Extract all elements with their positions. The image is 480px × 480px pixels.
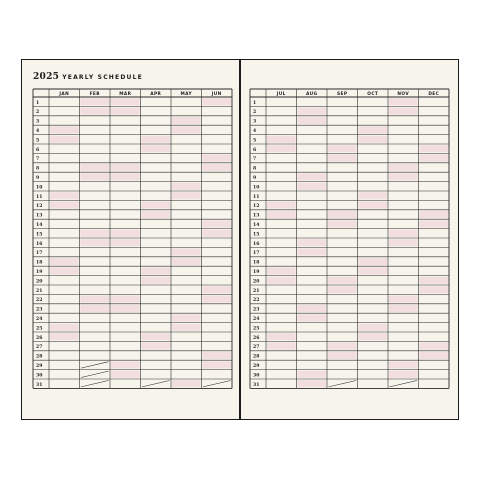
day-number: 25 xyxy=(36,326,43,332)
day-number: 12 xyxy=(36,204,43,210)
weekend-cell xyxy=(81,98,110,105)
weekend-cell xyxy=(50,267,79,274)
weekend-cell xyxy=(359,258,388,265)
weekend-cell xyxy=(81,230,110,237)
day-number: 12 xyxy=(253,204,260,210)
day-number: 14 xyxy=(253,223,260,228)
weekend-cell xyxy=(420,352,449,359)
weekend-cell xyxy=(203,230,232,237)
day-number: 29 xyxy=(253,364,260,369)
weekend-cell xyxy=(172,249,201,256)
weekend-cell xyxy=(203,286,232,293)
weekend-cell xyxy=(359,324,388,331)
day-number: 21 xyxy=(253,288,260,294)
weekend-cell xyxy=(298,108,327,115)
day-number: 30 xyxy=(253,373,260,379)
day-number: 8 xyxy=(36,166,40,172)
weekend-cell xyxy=(50,333,79,340)
weekend-cell xyxy=(172,258,201,265)
day-number: 7 xyxy=(253,157,257,163)
weekend-cell xyxy=(298,117,327,124)
weekend-cell xyxy=(389,296,418,303)
weekend-cell xyxy=(50,202,79,209)
month-label: AUG xyxy=(306,92,318,97)
day-number: 14 xyxy=(36,223,43,228)
day-number: 1 xyxy=(253,100,257,106)
weekend-cell xyxy=(389,164,418,171)
weekend-cell xyxy=(267,136,296,143)
invalid-day-slash xyxy=(81,371,109,377)
day-number: 24 xyxy=(253,317,260,322)
weekend-cell xyxy=(142,136,171,143)
month-label: JUL xyxy=(276,92,286,97)
weekend-cell xyxy=(389,239,418,246)
day-number: 31 xyxy=(253,382,260,388)
weekend-cell xyxy=(328,352,357,359)
month-label: MAY xyxy=(180,92,193,97)
day-number: 22 xyxy=(253,298,260,304)
weekend-cell xyxy=(298,314,327,321)
day-number: 16 xyxy=(36,241,43,247)
weekend-cell xyxy=(142,343,171,350)
weekend-cell xyxy=(267,277,296,284)
weekend-cell xyxy=(389,173,418,180)
day-number: 18 xyxy=(36,260,43,266)
weekend-cell xyxy=(203,352,232,359)
day-number: 31 xyxy=(36,382,43,388)
weekend-cell xyxy=(267,211,296,218)
day-number: 20 xyxy=(36,279,43,285)
weekend-cell xyxy=(81,108,110,115)
weekend-cell xyxy=(328,220,357,227)
weekend-cell xyxy=(142,202,171,209)
weekend-cell xyxy=(359,333,388,340)
day-number: 25 xyxy=(253,326,260,332)
day-number: 8 xyxy=(253,166,257,172)
weekend-cell xyxy=(298,371,327,378)
day-number: 5 xyxy=(36,138,40,144)
invalid-day-slash xyxy=(81,381,109,387)
day-number: 28 xyxy=(36,354,43,360)
day-number: 9 xyxy=(253,176,257,181)
day-number: 15 xyxy=(253,232,260,238)
weekend-cell xyxy=(359,136,388,143)
weekend-cell xyxy=(81,173,110,180)
weekend-cell xyxy=(111,361,140,368)
day-number: 17 xyxy=(36,251,43,257)
weekend-cell xyxy=(359,202,388,209)
day-number: 20 xyxy=(253,279,260,285)
weekend-cell xyxy=(420,286,449,293)
weekend-cell xyxy=(142,211,171,218)
title-label: YEARLY SCHEDULE xyxy=(62,74,143,81)
weekend-cell xyxy=(389,230,418,237)
weekend-cell xyxy=(50,324,79,331)
day-number: 29 xyxy=(36,364,43,369)
weekend-cell xyxy=(111,296,140,303)
day-number: 3 xyxy=(36,119,40,125)
month-label: NOV xyxy=(397,92,410,97)
day-number: 19 xyxy=(253,270,260,275)
day-number: 23 xyxy=(36,307,43,313)
day-number: 4 xyxy=(36,129,40,134)
month-label: OCT xyxy=(367,92,379,97)
weekend-cell xyxy=(203,98,232,105)
day-number: 6 xyxy=(36,147,40,153)
weekend-cell xyxy=(50,136,79,143)
weekend-cell xyxy=(328,343,357,350)
planner-spread xyxy=(21,59,459,420)
weekend-cell xyxy=(267,202,296,209)
weekend-cell xyxy=(267,145,296,152)
invalid-day-slash xyxy=(81,362,109,368)
right-page xyxy=(241,60,458,419)
weekend-cell xyxy=(420,277,449,284)
day-number: 18 xyxy=(253,260,260,266)
weekend-cell xyxy=(420,343,449,350)
weekend-cell xyxy=(111,371,140,378)
weekend-cell xyxy=(172,324,201,331)
day-number: 11 xyxy=(36,194,43,200)
weekend-cell xyxy=(203,361,232,368)
weekend-cell xyxy=(50,258,79,265)
weekend-cell xyxy=(420,220,449,227)
weekend-cell xyxy=(420,211,449,218)
weekend-cell xyxy=(81,305,110,312)
weekend-cell xyxy=(172,117,201,124)
day-number: 22 xyxy=(36,298,43,304)
month-label: APR xyxy=(150,92,162,97)
weekend-cell xyxy=(298,249,327,256)
weekend-cell xyxy=(328,277,357,284)
month-label: SEP xyxy=(337,92,348,97)
weekend-cell xyxy=(172,192,201,199)
left-schedule-grid xyxy=(22,60,239,419)
left-page xyxy=(22,60,239,419)
weekend-cell xyxy=(142,145,171,152)
right-schedule-grid xyxy=(241,60,458,419)
weekend-cell xyxy=(298,183,327,190)
month-label: DEC xyxy=(428,92,440,97)
weekend-cell xyxy=(328,155,357,162)
weekend-cell xyxy=(267,333,296,340)
weekend-cell xyxy=(111,108,140,115)
weekend-cell xyxy=(267,343,296,350)
weekend-cell xyxy=(50,126,79,133)
weekend-cell xyxy=(81,164,110,171)
day-number: 6 xyxy=(253,147,257,153)
weekend-cell xyxy=(172,126,201,133)
weekend-cell xyxy=(111,305,140,312)
weekend-cell xyxy=(389,305,418,312)
day-number: 24 xyxy=(36,317,43,322)
day-number: 4 xyxy=(253,129,257,134)
month-label: FEB xyxy=(89,92,100,97)
day-number: 5 xyxy=(253,138,257,144)
day-number: 26 xyxy=(36,335,43,341)
invalid-day-slash xyxy=(390,381,418,387)
weekend-cell xyxy=(203,220,232,227)
weekend-cell xyxy=(389,361,418,368)
invalid-day-slash xyxy=(329,381,357,387)
day-number: 11 xyxy=(253,194,260,200)
day-number: 28 xyxy=(253,354,260,360)
day-number: 15 xyxy=(36,232,43,238)
day-number: 7 xyxy=(36,157,40,163)
day-number: 13 xyxy=(253,213,260,219)
weekend-cell xyxy=(203,155,232,162)
weekend-cell xyxy=(420,155,449,162)
day-number: 1 xyxy=(36,100,40,106)
weekend-cell xyxy=(267,267,296,274)
weekend-cell xyxy=(111,173,140,180)
day-number: 19 xyxy=(36,270,43,275)
weekend-cell xyxy=(359,126,388,133)
day-number: 2 xyxy=(253,110,257,116)
weekend-cell xyxy=(142,277,171,284)
weekend-cell xyxy=(142,267,171,274)
weekend-cell xyxy=(359,267,388,274)
weekend-cell xyxy=(389,108,418,115)
weekend-cell xyxy=(328,286,357,293)
weekend-cell xyxy=(298,380,327,387)
day-number: 27 xyxy=(253,345,260,351)
day-number: 23 xyxy=(253,307,260,313)
weekend-cell xyxy=(389,371,418,378)
weekend-cell xyxy=(203,296,232,303)
weekend-cell xyxy=(172,314,201,321)
weekend-cell xyxy=(328,145,357,152)
weekend-cell xyxy=(172,183,201,190)
weekend-cell xyxy=(111,230,140,237)
weekend-cell xyxy=(298,173,327,180)
weekend-cell xyxy=(172,380,201,387)
day-number: 2 xyxy=(36,110,40,116)
weekend-cell xyxy=(328,211,357,218)
day-number: 17 xyxy=(253,251,260,257)
weekend-cell xyxy=(81,296,110,303)
weekend-cell xyxy=(298,305,327,312)
day-number: 27 xyxy=(36,345,43,351)
weekend-cell xyxy=(420,145,449,152)
month-label: MAR xyxy=(119,92,132,97)
invalid-day-slash xyxy=(142,381,170,387)
weekend-cell xyxy=(111,239,140,246)
day-number: 9 xyxy=(36,176,40,181)
day-number: 21 xyxy=(36,288,43,294)
year-label: 2025 xyxy=(33,72,60,82)
month-label: JUN xyxy=(211,92,222,97)
day-number: 13 xyxy=(36,213,43,219)
weekend-cell xyxy=(298,239,327,246)
weekend-cell xyxy=(359,192,388,199)
day-number: 3 xyxy=(253,119,257,125)
day-number: 10 xyxy=(36,185,43,191)
month-label: JAN xyxy=(59,92,70,97)
weekend-cell xyxy=(111,164,140,171)
day-number: 30 xyxy=(36,373,43,379)
day-number: 10 xyxy=(253,185,260,191)
day-number: 16 xyxy=(253,241,260,247)
weekend-cell xyxy=(389,98,418,105)
invalid-day-slash xyxy=(203,381,231,387)
weekend-cell xyxy=(50,192,79,199)
day-number: 26 xyxy=(253,335,260,341)
weekend-cell xyxy=(81,239,110,246)
weekend-cell xyxy=(203,164,232,171)
weekend-cell xyxy=(111,98,140,105)
weekend-cell xyxy=(142,333,171,340)
